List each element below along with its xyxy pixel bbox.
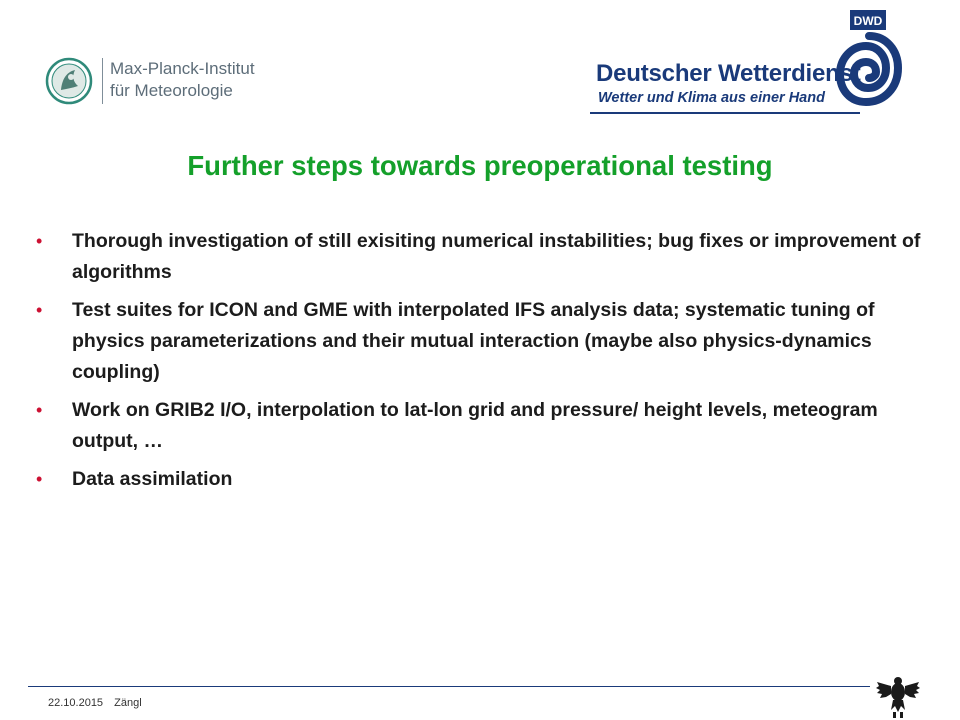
bullet-marker: • [36, 469, 43, 489]
bullet-marker: • [36, 231, 43, 251]
dwd-logo [590, 10, 906, 110]
bullet-text: Test suites for ICON and GME with interpolated IFS analysis data; systematic tuning of physics parameterizations and their mutual interaction (maybe also physics-dynamics coupling) [72, 299, 875, 383]
bullet-text: Thorough investigation of still exisiting numerical instabilities; bug fixes or improvement of algorithms [72, 230, 921, 283]
footer-author: Zängl [114, 697, 142, 709]
bullet-marker: • [36, 300, 43, 320]
mpi-divider [102, 58, 103, 104]
dwd-name: Deutscher Wetterdienst [596, 60, 861, 87]
mpi-name-line1: Max-Planck-Institut [110, 59, 255, 78]
footer [48, 697, 142, 709]
svg-text:DWD: DWD [853, 14, 883, 28]
dwd-underline [590, 112, 860, 114]
bullet-text: Work on GRIB2 I/O, interpolation to lat-lon grid and pressure/ height levels, meteogram output, … [72, 399, 878, 452]
federal-eagle-icon [874, 672, 922, 720]
dwd-slogan: Wetter und Klima aus einer Hand [598, 90, 825, 106]
mpi-logo [44, 52, 274, 110]
footer-date: 22.10.2015 [48, 697, 104, 709]
mpi-name-line2: für Meteorologie [110, 81, 233, 100]
bullet-list [36, 226, 936, 502]
mpi-name [110, 58, 255, 102]
slide-title: Further steps towards preoperational testing [187, 150, 773, 181]
bullet-marker: • [36, 400, 43, 420]
bullet-item [36, 226, 936, 288]
footer-rule [28, 686, 870, 687]
minerva-icon [44, 56, 94, 106]
bullet-item [36, 464, 936, 495]
bullet-item [36, 295, 936, 388]
dwd-emblem-icon [836, 10, 902, 106]
bullet-text: Data assimilation [72, 468, 233, 490]
bullet-item [36, 395, 936, 457]
